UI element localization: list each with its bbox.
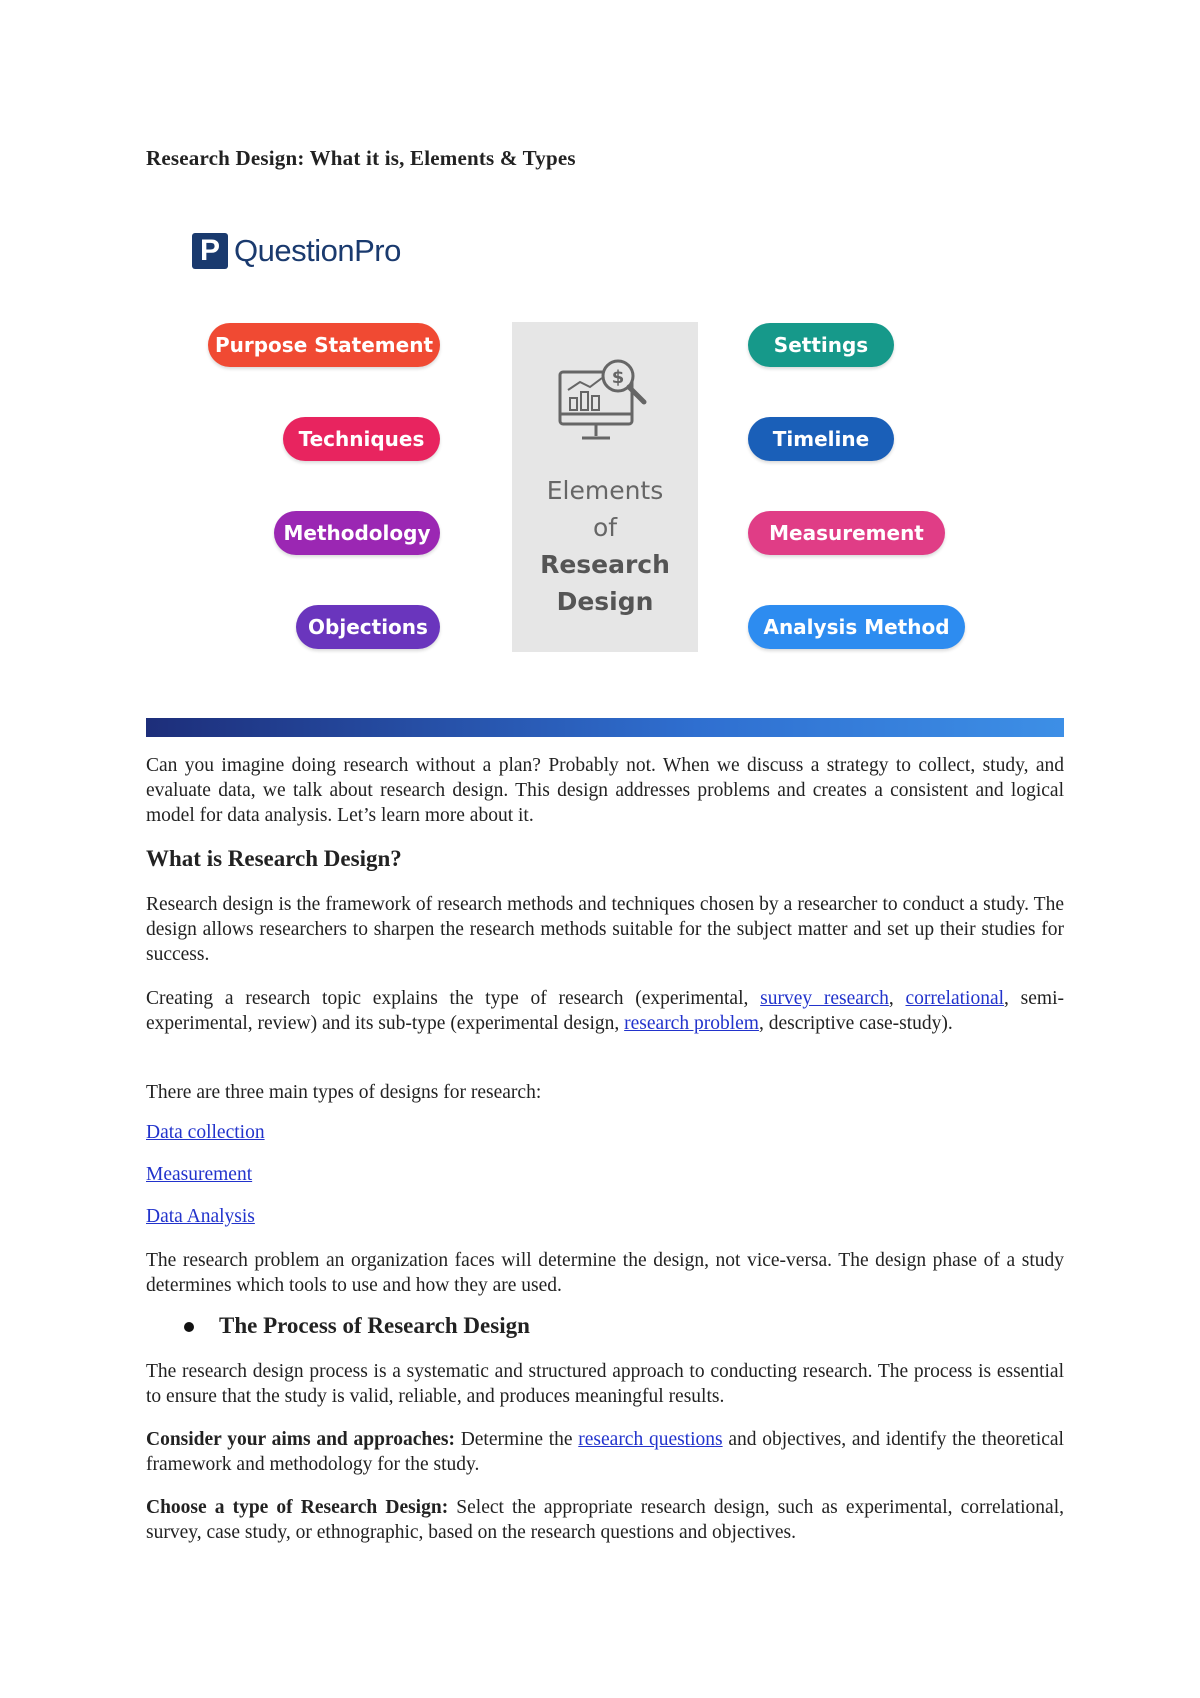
aims-paragraph [146, 1427, 1064, 1477]
bullet-dot [184, 1322, 194, 1332]
text-run: , [888, 988, 906, 1009]
section-heading-what-is: What is Research Design? [146, 846, 402, 871]
link-research-questions[interactable]: research questions [578, 1429, 723, 1450]
text-run: , semi-experimental, review) and its sub-type (experimental design, [146, 988, 1064, 1034]
elements-infographic [146, 215, 1064, 655]
intro-paragraph: Can you imagine doing research without a plan? Probably not. When we discuss a strategy to collect, study, and evaluate data, we talk about research design. This design addresses problems and creates a consistent and logical model for data analysis. Let’s learn more about it. [146, 755, 1064, 826]
questionpro-logo [192, 233, 401, 269]
center-label [512, 472, 698, 620]
text-run: Creating a research topic explains the type of research (experimental, [146, 988, 761, 1009]
center-line-1: Elements [546, 476, 664, 505]
link-data-collection[interactable]: Data collection [146, 1122, 265, 1143]
center-box [512, 322, 698, 652]
link-research-problem[interactable]: research problem [624, 1013, 759, 1034]
questionpro-logo-text: QuestionPro [234, 233, 401, 268]
link-survey-research[interactable]: survey research [760, 988, 889, 1009]
pill-methodology: Methodology [274, 511, 440, 555]
choose-type-paragraph [146, 1495, 1064, 1545]
document-title: Research Design: What it is, Elements & Types [146, 146, 576, 170]
pill-timeline: Timeline [748, 417, 894, 461]
pill-techniques: Techniques [283, 417, 440, 461]
link-data-collection-line [146, 1122, 265, 1144]
research-topic-paragraph [146, 986, 1064, 1036]
link-data-analysis[interactable]: Data Analysis [146, 1206, 255, 1227]
link-correlational[interactable]: correlational [905, 988, 1005, 1009]
text-run: , descriptive case-study). [758, 1013, 953, 1034]
analytics-monitor-icon [554, 354, 654, 454]
center-line-2: of [592, 513, 618, 542]
choose-type-label: Choose a type of Research Design: [146, 1497, 449, 1518]
problem-paragraph: The research problem an organization faces will determine the design, not vice-versa. The design phase of a study determines which tools to use and how they are used. [146, 1250, 1064, 1296]
pill-analysis-method: Analysis Method [748, 605, 965, 649]
section-heading-process: The Process of Research Design [219, 1313, 530, 1338]
text-run: Select the appropriate research design, such as experimental, correlational, survey, case study, or ethnographic, based on the research questions and objectives. [146, 1497, 1064, 1543]
text-run: Determine the [454, 1429, 579, 1450]
pill-settings: Settings [748, 323, 894, 367]
process-paragraph: The research design process is a systematic and structured approach to conducting research. The process is essential to ensure that the study is valid, reliable, and produces meaningful results. [146, 1361, 1064, 1407]
types-intro-paragraph: There are three main types of designs for research: [146, 1082, 542, 1103]
gradient-divider [146, 718, 1064, 737]
link-measurement[interactable]: Measurement [146, 1164, 253, 1185]
definition-paragraph: Research design is the framework of research methods and techniques chosen by a researcher to conduct a study. The design allows researchers to sharpen the research methods suitable for the subject matter and set up their studies for success. [146, 894, 1064, 965]
pill-measurement: Measurement [748, 511, 945, 555]
svg-text:$: $ [611, 367, 625, 388]
link-measurement-line [146, 1164, 252, 1186]
questionpro-logo-mark: P [192, 233, 228, 269]
center-line-4: Design [556, 587, 654, 616]
pill-objections: Objections [296, 605, 440, 649]
text-run: and objectives, and identify the theoretical framework and methodology for the study. [146, 1429, 1064, 1475]
pill-purpose-statement: Purpose Statement [208, 323, 440, 367]
link-data-analysis-line [146, 1206, 255, 1228]
center-line-3: Research [540, 550, 670, 579]
aims-label: Consider your aims and approaches: [146, 1429, 455, 1450]
